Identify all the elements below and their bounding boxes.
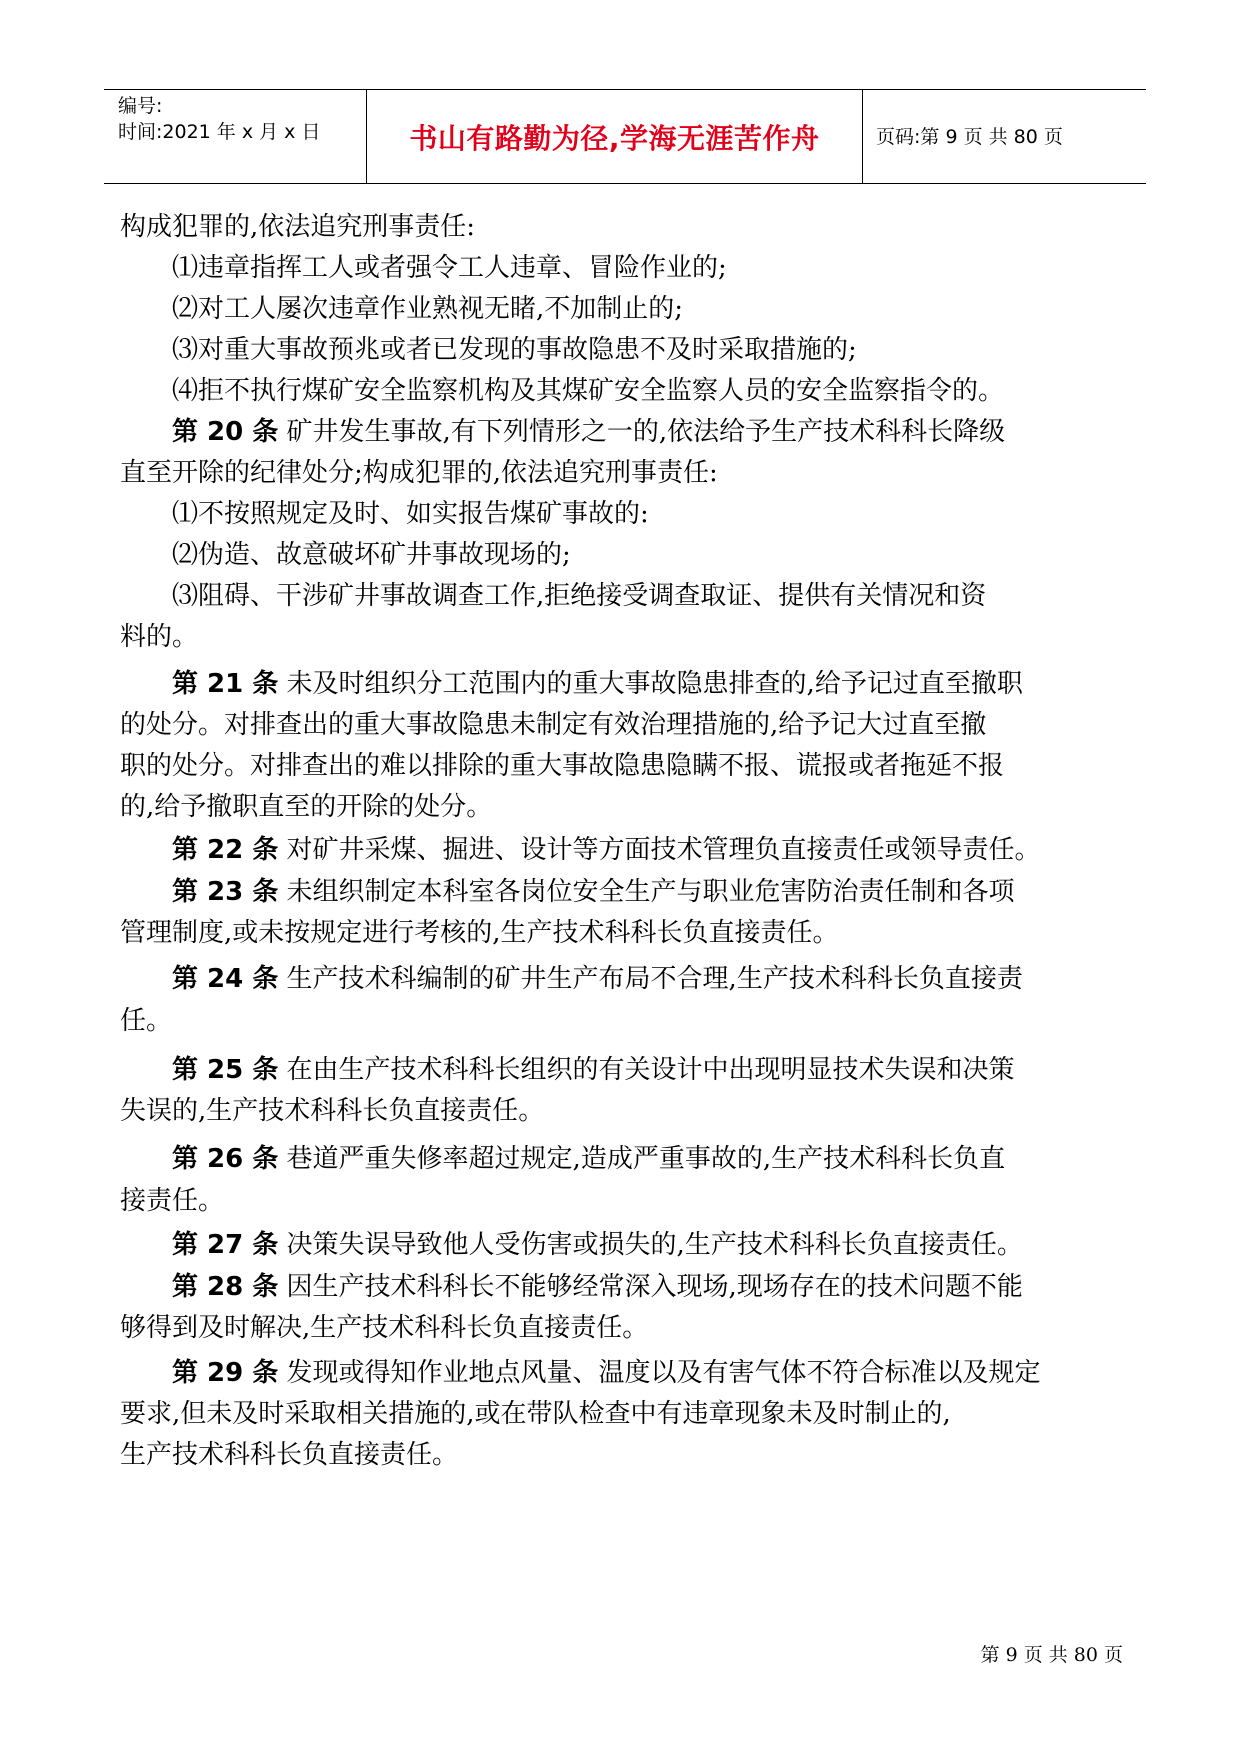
header-motto-cell xyxy=(367,90,863,183)
paragraph-line: 够得到及时解决,生产技术科科长负直接责任。 xyxy=(120,1313,649,1343)
page-footer xyxy=(0,1640,1241,1667)
article-label: 第 22 条 xyxy=(172,835,279,865)
list-item: ⑴不按照规定及时、如实报告煤矿事故的: xyxy=(172,499,649,529)
article-text: 对矿井采煤、掘进、设计等方面技术管理负直接责任或领导责任。 xyxy=(278,835,1041,865)
list-item: ⑵伪造、故意破坏矿井事故现场的; xyxy=(172,540,571,570)
paragraph-line: 的处分。对排查出的重大事故隐患未制定有效治理措施的,给予记大过直至撤 xyxy=(120,710,987,740)
article-29 xyxy=(172,1356,1041,1390)
article-21 xyxy=(172,667,1023,701)
article-text: 未及时组织分工范围内的重大事故隐患排查的,给予记过直至撤职 xyxy=(278,669,1023,699)
article-text: 巷道严重失修率超过规定,造成严重事故的,生产技术科科长负直 xyxy=(278,1144,1006,1174)
header-page-number: 页码:第 9 页 共 80 页 xyxy=(876,125,1063,148)
paragraph-line: 接责任。 xyxy=(120,1186,225,1216)
article-28 xyxy=(172,1270,1023,1304)
article-label: 第 23 条 xyxy=(172,877,279,907)
article-label: 第 21 条 xyxy=(172,669,279,699)
paragraph-line: 职的处分。对排查出的难以排除的重大事故隐患隐瞒不报、谎报或者拖延不报 xyxy=(120,751,1005,781)
article-label: 第 20 条 xyxy=(172,417,279,447)
article-23 xyxy=(172,875,1015,909)
article-text: 生产技术科编制的矿井生产布局不合理,生产技术科科长负直接责 xyxy=(278,964,1023,994)
paragraph-line: 失误的,生产技术科科长负直接责任。 xyxy=(120,1096,545,1126)
article-text: 决策失误导致他人受伤害或损失的,生产技术科科长负直接责任。 xyxy=(278,1230,1023,1260)
article-20 xyxy=(172,415,1005,449)
article-text: 未组织制定本科室各岗位安全生产与职业危害防治责任制和各项 xyxy=(278,877,1015,907)
paragraph-line: 要求,但未及时采取相关措施的,或在带队检查中有违章现象未及时制止的, xyxy=(120,1399,951,1429)
list-item: ⑷拒不执行煤矿安全监察机构及其煤矿安全监察人员的安全监察指令的。 xyxy=(172,376,1005,406)
page-header xyxy=(104,89,1146,184)
header-page-cell xyxy=(864,90,1146,183)
article-label: 第 28 条 xyxy=(172,1272,279,1302)
paragraph-line: 的,给予撤职直至的开除的处分。 xyxy=(120,792,493,822)
article-25 xyxy=(172,1053,1015,1087)
article-27 xyxy=(172,1228,1023,1262)
article-label: 第 26 条 xyxy=(172,1144,279,1174)
article-22 xyxy=(172,833,1041,867)
article-text: 因生产技术科科长不能够经常深入现场,现场存在的技术问题不能 xyxy=(278,1272,1023,1302)
article-text: 发现或得知作业地点风量、温度以及有害气体不符合标准以及规定 xyxy=(278,1358,1041,1388)
list-item: ⑵对工人屡次违章作业熟视无睹,不加制止的; xyxy=(172,294,684,324)
article-26 xyxy=(172,1142,1005,1176)
article-label: 第 25 条 xyxy=(172,1055,279,1085)
paragraph-line: 管理制度,或未按规定进行考核的,生产技术科科长负直接责任。 xyxy=(120,918,839,948)
document-date: 时间:2021 年 x 月 x 日 xyxy=(118,121,321,143)
paragraph-line: 生产技术科科长负直接责任。 xyxy=(120,1440,459,1470)
article-text: 矿井发生事故,有下列情形之一的,依法给予生产技术科科长降级 xyxy=(278,417,1006,447)
paragraph-line: 料的。 xyxy=(120,622,199,652)
list-item: ⑶阻碍、干涉矿井事故调查工作,拒绝接受调查取证、提供有关情况和资 xyxy=(172,581,987,611)
list-item: ⑴违章指挥工人或者强令工人违章、冒险作业的; xyxy=(172,253,727,283)
paragraph-line: 直至开除的纪律处分;构成犯罪的,依法追究刑事责任: xyxy=(120,458,718,488)
footer-page-number: 第 9 页 共 80 页 xyxy=(980,1644,1123,1666)
article-label: 第 24 条 xyxy=(172,964,279,994)
article-label: 第 29 条 xyxy=(172,1358,279,1388)
paragraph-line: 构成犯罪的,依法追究刑事责任: xyxy=(120,212,476,242)
article-label: 第 27 条 xyxy=(172,1230,279,1260)
list-item: ⑶对重大事故预兆或者已发现的事故隐患不及时采取措施的; xyxy=(172,335,857,365)
paragraph-line: 任。 xyxy=(120,1006,173,1036)
header-motto: 书山有路勤为径,学海无涯苦作舟 xyxy=(409,121,820,155)
article-text: 在由生产技术科科长组织的有关设计中出现明显技术失误和决策 xyxy=(278,1055,1015,1085)
article-24 xyxy=(172,962,1023,996)
document-number-label: 编号: xyxy=(118,95,163,117)
header-meta-cell xyxy=(104,90,367,183)
